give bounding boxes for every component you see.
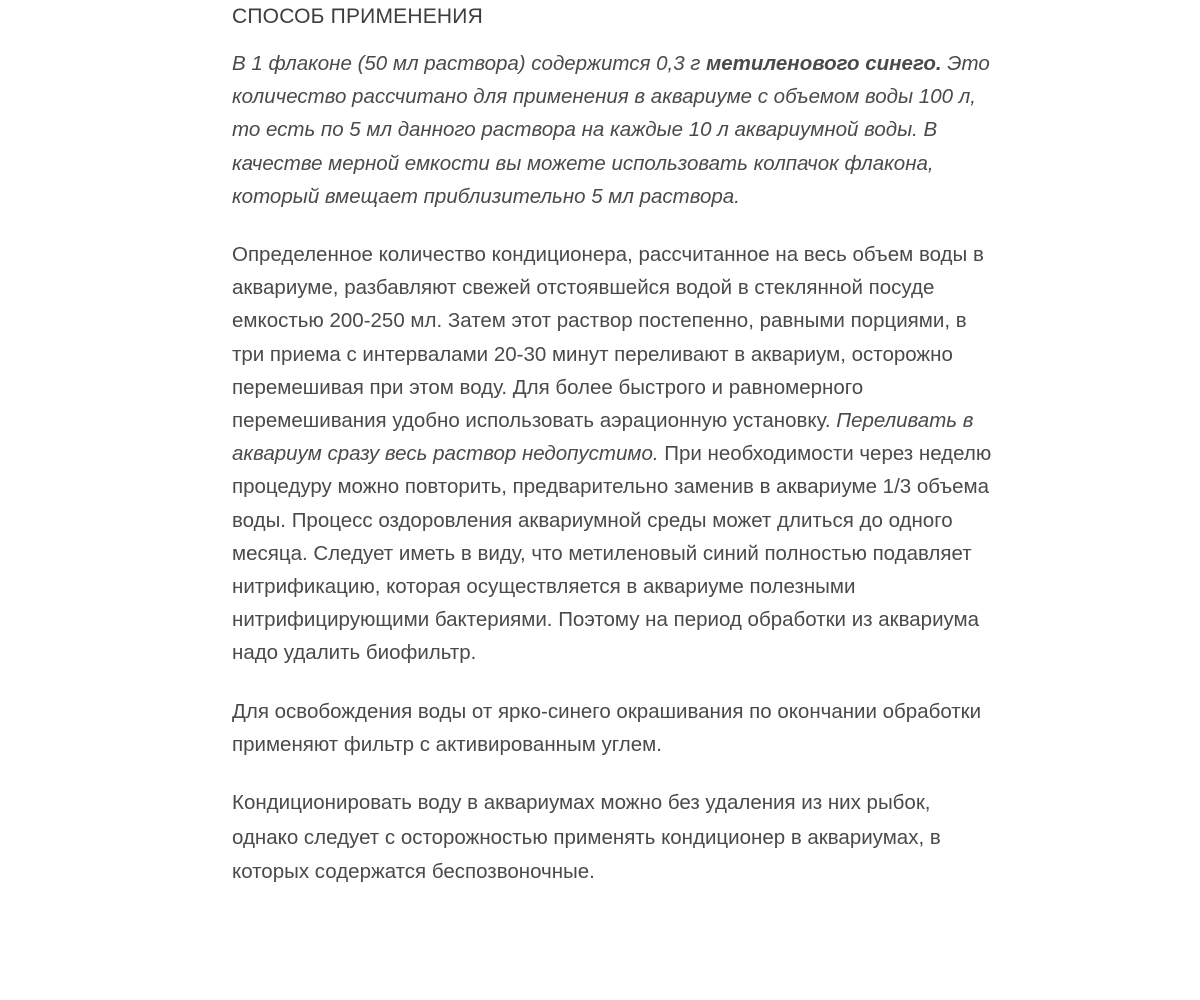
fish-paragraph: Кондиционировать воду в аквариумах можно без удаления из них рыбок, однако следует с осторожностью применять кондиционер в аквариумах, в которых содержатся беспозвоночные.: [232, 791, 941, 884]
intro-text-end: Это количество рассчитано для применения в аквариуме с объемом воды 100 л, то есть по 5 мл данного раствора на каждые 10 л аквариумной воды. В качестве мерной емкости вы можете использовать колпачок флакона, который вмещает приблизительно 5 мл раствора.: [232, 52, 990, 208]
procedure-text-end: При необходимости через неделю процедуру можно повторить, предварительно заменив в аквариуме 1/3 объема воды. Процесс оздоровления аквариумной среды может длиться до одного месяца. Следует иметь в виду, что метиленовый синий полностью подавляет нитрификацию, которая осуществляется в аквариуме полезными нитрифицирующими бактериями. Поэтому на период обработки из аквариума надо удалить биофильтр.: [232, 442, 992, 665]
intro-bold-substance: метиленового синего.: [706, 52, 942, 75]
section-heading: СПОСОБ ПРИМЕНЕНИЯ: [232, 5, 483, 28]
procedure-text-start: Определенное количество кондиционера, рассчитанное на весь объем воды в аквариуме, разбавляют свежей отстоявшейся водой в стеклянной посуде емкостью 200-250 мл. Затем этот раствор постепенно, равными порциями, в три приема с интервалами 20-30 минут переливают в аквариум, осторожно перемешивая при этом воду. Для более быстрого и равномерного перемешивания удобно использовать аэрационную установку.: [232, 243, 984, 433]
procedure-paragraph: [232, 238, 992, 670]
intro-paragraph: [232, 47, 992, 213]
procedure-warning-italic: Переливать в аквариум сразу весь раствор недопустимо.: [232, 409, 974, 466]
intro-text-start: В 1 флаконе (50 мл раствора) содержится 0,3 г: [232, 52, 707, 75]
filter-paragraph: Для освобождения воды от ярко-синего окрашивания по окончании обработки применяют фильтр с активированным углем.: [232, 699, 982, 756]
article-body: [232, 0, 992, 890]
